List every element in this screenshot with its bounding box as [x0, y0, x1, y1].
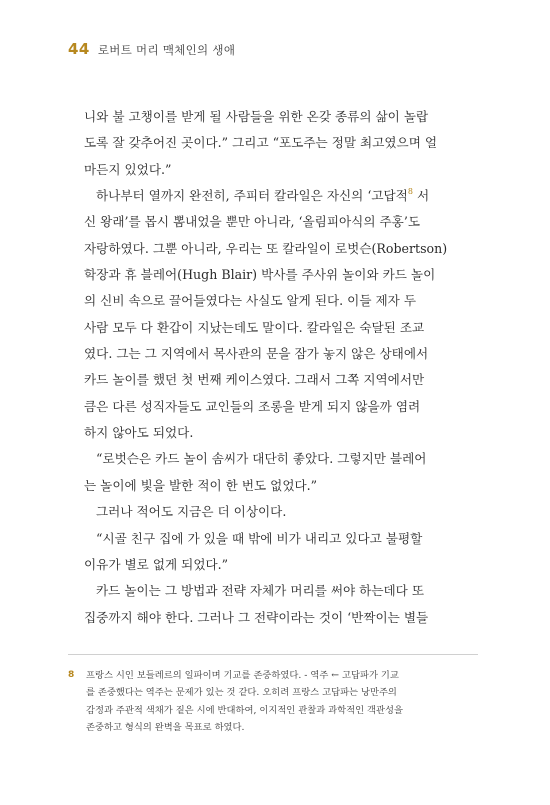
footnote-body: [86, 667, 478, 736]
footnote: [68, 667, 478, 736]
body-line-text: 하나부터 열까지 완전히, 주피터 칼라일은 자신의 ‘고답적: [96, 188, 408, 204]
body-text: [84, 104, 474, 631]
footnote-line: 를 존중했다는 역주는 문제가 있는 것 같다. 오히려 프랑스 고답파는 낭만주의: [86, 687, 397, 699]
running-head: [68, 40, 235, 62]
body-line: 카드 놀이는 그 방법과 전략 자체가 머리를 써야 하는데다 또: [96, 583, 425, 599]
body-line: 사람 모두 다 환갑이 지났는데도 말이다. 칼라일은 숙달된 조교: [84, 319, 425, 335]
body-line: 큼은 다른 성직자들도 교인들의 조롱을 받게 되지 않을까 염려: [84, 398, 421, 414]
body-line: 자랑하였다. 그뿐 아니라, 우리는 또 칼라일이 로벗슨(Robertson): [84, 240, 448, 256]
footnote-reference[interactable]: 8: [407, 187, 413, 197]
body-line: 는 놀이에 빛을 발한 적이 한 번도 없었다.”: [84, 477, 318, 493]
footnote-marker: 8: [68, 670, 75, 680]
footnote-line: 프랑스 시인 보들레르의 일파이며 기교를 존중하였다. - 역주 ← 고답파가 기교: [86, 670, 399, 681]
body-line-tail: 서: [412, 188, 430, 204]
body-line: 그러나 적어도 지금은 더 이상이다.: [96, 504, 287, 520]
footnote-line: 존중하고 형식의 완벽을 목표로 하였다.: [86, 721, 245, 733]
body-line: 학장과 휴 블레어(Hugh Blair) 박사를 주사위 놀이와 카드 놀이: [84, 267, 436, 283]
page-number: 44: [68, 40, 90, 58]
running-title: 로버트 머리 맥체인의 생애: [97, 43, 236, 57]
body-line: 였다. 그는 그 지역에서 목사관의 문을 잠가 놓지 않은 상태에서: [84, 346, 429, 362]
body-line: 니와 불 고챙이를 받게 될 사람들을 위한 온갖 종류의 삶이 놀랍: [84, 109, 429, 124]
body-line: 이유가 별로 없게 되었다.”: [84, 556, 229, 572]
body-line: 신 왕래’를 몹시 뽐내었을 뿐만 아니라, ‘올림피아식의 주홍’도: [84, 214, 421, 230]
body-line: “시골 친구 집에 가 있을 때 밖에 비가 내리고 있다고 불평할: [96, 530, 423, 546]
body-line-with-footnote: [84, 183, 474, 209]
body-line: 카드 놀이를 했던 첫 번째 케이스였다. 그래서 그쪽 지역에서만: [84, 372, 425, 388]
footnote-divider: [68, 654, 478, 655]
body-line: “로벗슨은 카드 놀이 솜씨가 대단히 좋았다. 그렇지만 블레어: [96, 451, 427, 467]
body-line: 마든지 있었다.”: [84, 161, 172, 177]
body-line: 집중까지 해야 한다. 그러나 그 전략이라는 것이 ‘반짝이는 별들: [84, 609, 429, 625]
body-line: 하지 않아도 되었다.: [84, 425, 194, 441]
body-line: 도록 잘 갖추어진 곳이다.” 그리고 “포도주는 정말 최고였으며 얼: [84, 135, 438, 151]
body-line: 의 신비 속으로 끌어들였다는 사실도 알게 된다. 이들 제자 두: [84, 293, 417, 309]
footnote-line: 감정과 주관적 색채가 짙은 시에 반대하여, 이지적인 관찰과 과학적인 객관성을: [86, 704, 403, 716]
